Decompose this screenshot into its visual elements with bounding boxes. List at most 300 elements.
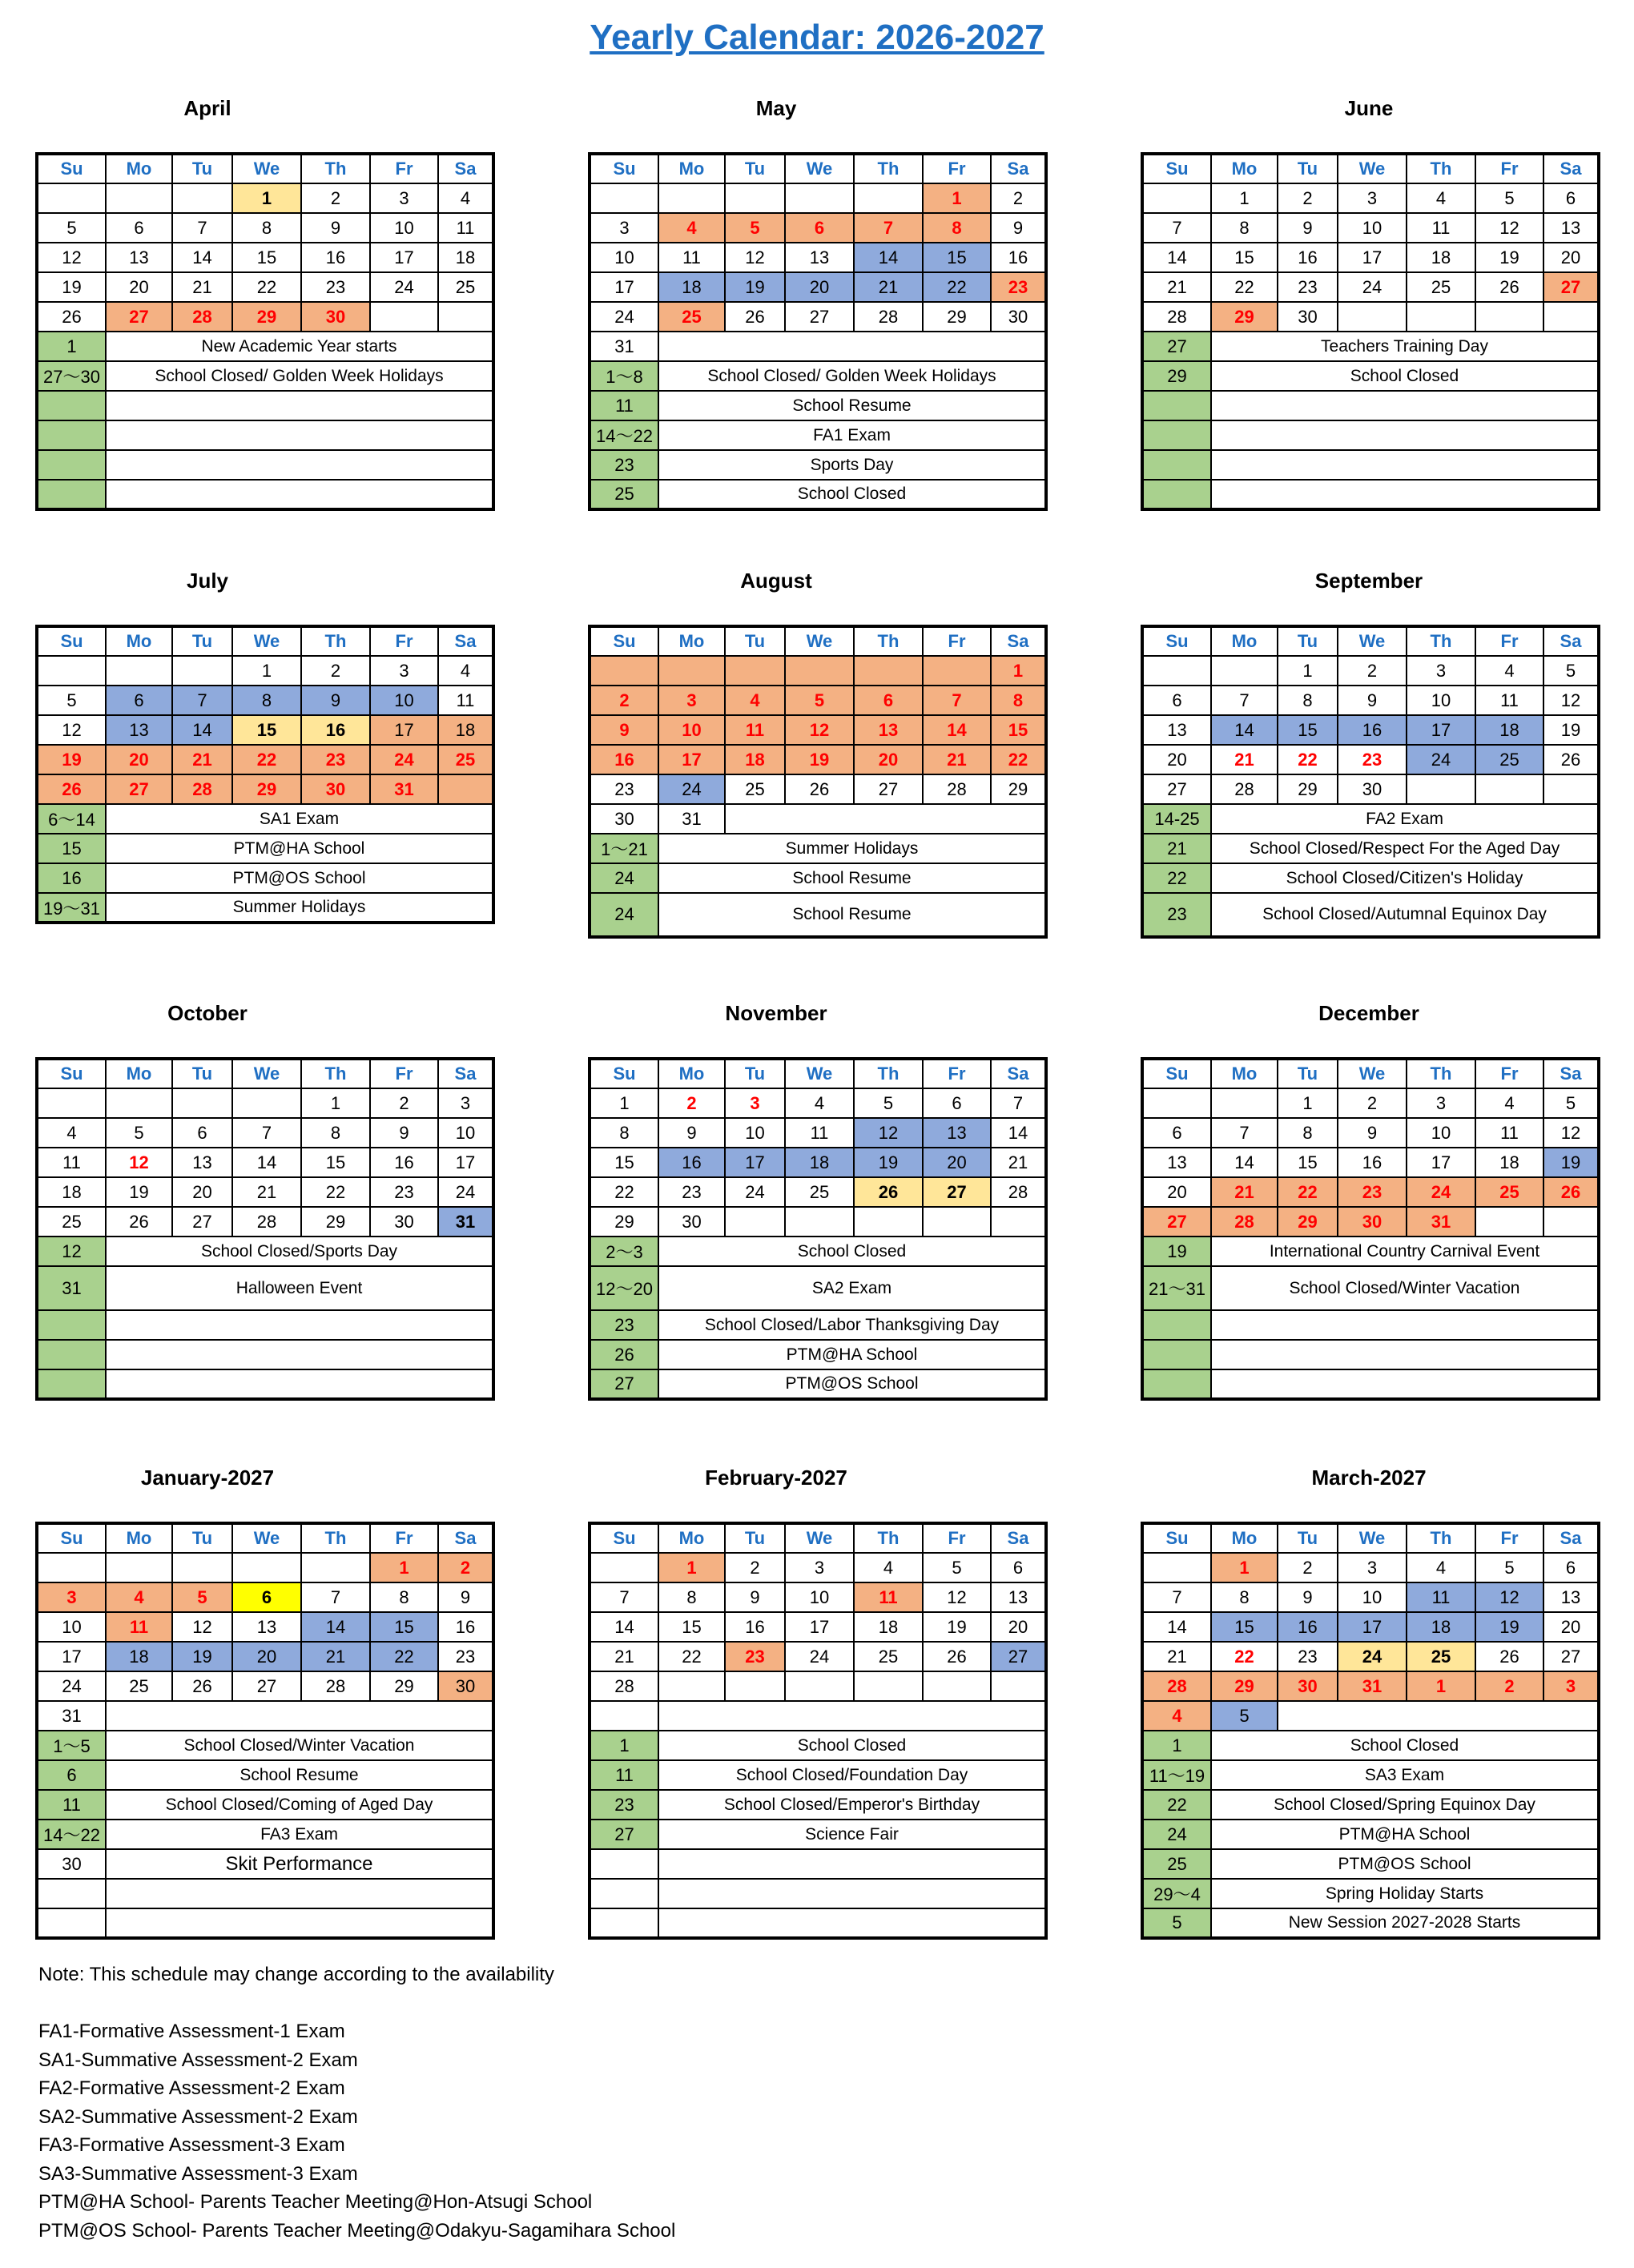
day-cell: 9 (301, 213, 370, 243)
weekday-header: Fr (923, 1523, 991, 1553)
day-cell: 5 (172, 1582, 232, 1612)
weekday-header: We (1338, 1523, 1407, 1553)
day-cell: 14 (590, 1612, 658, 1642)
event-date: 29 (1142, 361, 1211, 391)
note-line: SA3-Summative Assessment-3 Exam (38, 2162, 358, 2185)
day-cell: 23 (1338, 1177, 1407, 1207)
day-cell: 13 (923, 1118, 991, 1148)
day-cell (854, 183, 923, 213)
day-cell: 29 (923, 302, 991, 332)
day-cell: 19 (1543, 1148, 1599, 1177)
event-date: 31 (590, 332, 658, 361)
week-row (1142, 1671, 1599, 1701)
day-cell: 23 (301, 745, 370, 774)
week-row (37, 656, 493, 686)
weekday-header: Mo (1211, 1059, 1278, 1088)
event-row (590, 1237, 1046, 1266)
day-cell: 18 (438, 715, 493, 745)
week-row (37, 745, 493, 774)
event-row (590, 332, 1046, 361)
weekday-header: We (785, 1523, 854, 1553)
week-row (1142, 1612, 1599, 1642)
event-text: School Closed/Emperor's Birthday (658, 1790, 1046, 1820)
day-cell: 1 (370, 1553, 438, 1582)
week-row (37, 686, 493, 715)
day-cell: 15 (1211, 243, 1278, 272)
week-row (37, 302, 493, 332)
weekday-header: Th (301, 1523, 370, 1553)
event-row (1142, 1701, 1599, 1731)
day-cell: 1 (991, 656, 1046, 686)
day-cell: 28 (172, 302, 232, 332)
day-cell: 28 (172, 774, 232, 804)
day-cell: 11 (1475, 1118, 1543, 1148)
event-text (106, 1908, 493, 1938)
event-row (1142, 1340, 1599, 1369)
day-cell: 21 (1142, 272, 1211, 302)
day-cell: 25 (1475, 1177, 1543, 1207)
event-date: 1〜5 (37, 1731, 106, 1760)
weekday-header: We (785, 154, 854, 183)
event-date (37, 480, 106, 509)
event-date: 23 (1142, 893, 1211, 937)
day-cell: 29 (590, 1207, 658, 1237)
day-cell (785, 1207, 854, 1237)
day-cell: 16 (658, 1148, 725, 1177)
week-row (590, 686, 1046, 715)
day-cell (1475, 302, 1543, 332)
event-row (1142, 893, 1599, 937)
event-date: 5 (1142, 1908, 1211, 1938)
weekday-header: Fr (370, 626, 438, 656)
weekday-header: Mo (1211, 154, 1278, 183)
day-cell: 2 (725, 1553, 785, 1582)
day-cell: 31 (1407, 1207, 1475, 1237)
day-cell: 24 (1338, 1642, 1407, 1671)
event-row (1142, 1369, 1599, 1399)
day-cell (1543, 774, 1599, 804)
day-cell: 6 (923, 1088, 991, 1118)
day-cell: 9 (1278, 1582, 1338, 1612)
notes (38, 1960, 675, 2245)
weekday-header: Mo (106, 1059, 172, 1088)
empty-cell (725, 804, 1046, 834)
event-row (590, 1731, 1046, 1760)
event-row (590, 1266, 1046, 1310)
week-row (590, 1148, 1046, 1177)
event-row (37, 420, 493, 450)
month-name: June (1344, 96, 1394, 120)
weekday-header: Su (37, 1523, 106, 1553)
note-line (38, 1989, 675, 2018)
day-cell: 5 (725, 213, 785, 243)
day-cell: 4 (1407, 1553, 1475, 1582)
week-row (1142, 656, 1599, 686)
event-date: 14-25 (1142, 804, 1211, 834)
event-text (106, 420, 493, 450)
day-cell (301, 1553, 370, 1582)
day-cell: 1 (301, 1088, 370, 1118)
day-cell (37, 656, 106, 686)
day-cell: 24 (37, 1671, 106, 1701)
day-cell: 6 (785, 213, 854, 243)
day-cell: 22 (590, 1177, 658, 1207)
day-cell: 22 (1278, 1177, 1338, 1207)
day-cell: 3 (37, 1582, 106, 1612)
day-cell: 1 (923, 183, 991, 213)
day-cell: 22 (301, 1177, 370, 1207)
day-cell: 15 (370, 1612, 438, 1642)
weekday-header: Tu (1278, 1059, 1338, 1088)
day-cell: 4 (438, 183, 493, 213)
event-row (37, 361, 493, 391)
day-cell: 30 (1278, 1671, 1338, 1701)
day-cell (590, 1553, 658, 1582)
event-text: School Resume (658, 391, 1046, 420)
day-cell: 30 (991, 302, 1046, 332)
day-cell: 18 (106, 1642, 172, 1671)
day-cell: 24 (1407, 745, 1475, 774)
month-name: January-2027 (140, 1466, 275, 1490)
event-text (1211, 1340, 1599, 1369)
day-cell: 19 (106, 1177, 172, 1207)
day-cell: 24 (370, 272, 438, 302)
event-text: School Closed/Sports Day (106, 1237, 493, 1266)
event-row (37, 834, 493, 863)
weekday-header: Sa (438, 1523, 493, 1553)
weekday-header: Th (854, 626, 923, 656)
note-line: PTM@HA School- Parents Teacher Meeting@Hon-Atsugi School (38, 2191, 593, 2213)
day-cell: 21 (1211, 1177, 1278, 1207)
day-cell: 22 (1211, 272, 1278, 302)
week-row (590, 656, 1046, 686)
event-row (37, 480, 493, 509)
day-cell: 14 (1142, 1612, 1211, 1642)
day-cell: 30 (1338, 1207, 1407, 1237)
month-name: October (167, 1001, 248, 1025)
event-date: 12 (37, 1237, 106, 1266)
page-title: Yearly Calendar: 2026-2027 (590, 18, 1044, 57)
day-cell: 28 (590, 1671, 658, 1701)
day-cell: 29 (1211, 1671, 1278, 1701)
day-cell: 14 (172, 715, 232, 745)
day-cell (1211, 1088, 1278, 1118)
day-cell: 24 (725, 1177, 785, 1207)
week-row (590, 774, 1046, 804)
day-cell: 12 (37, 243, 106, 272)
day-cell (1338, 302, 1407, 332)
note-line: Note: This schedule may change according to the availability (38, 1964, 554, 1985)
day-cell: 20 (106, 745, 172, 774)
week-row (590, 1207, 1046, 1237)
event-date: 24 (590, 863, 658, 893)
day-cell: 14 (1211, 715, 1278, 745)
calendar-table (1141, 152, 1600, 511)
day-cell: 21 (854, 272, 923, 302)
weekday-header: Fr (1475, 154, 1543, 183)
event-row (590, 804, 1046, 834)
day-cell: 19 (37, 745, 106, 774)
event-row (590, 1908, 1046, 1938)
event-text: School Closed/Spring Equinox Day (1211, 1790, 1599, 1820)
day-cell: 27 (106, 302, 172, 332)
event-text: School Closed (1211, 361, 1599, 391)
weekday-header: Th (301, 626, 370, 656)
day-cell (1407, 774, 1475, 804)
day-cell: 3 (658, 686, 725, 715)
event-date: 2〜3 (590, 1237, 658, 1266)
day-cell: 8 (1278, 686, 1338, 715)
day-cell: 7 (1211, 686, 1278, 715)
weekday-header: Tu (172, 154, 232, 183)
weekday-header: We (785, 626, 854, 656)
day-cell: 11 (37, 1148, 106, 1177)
day-cell: 3 (370, 183, 438, 213)
weekday-header: Mo (658, 1523, 725, 1553)
day-cell: 7 (923, 686, 991, 715)
day-cell (37, 1553, 106, 1582)
day-cell: 11 (1407, 1582, 1475, 1612)
weekday-header: Fr (923, 154, 991, 183)
event-text: Skit Performance (106, 1849, 493, 1879)
day-cell: 12 (1475, 1582, 1543, 1612)
day-cell: 9 (991, 213, 1046, 243)
day-cell: 2 (1338, 656, 1407, 686)
event-date: 23 (590, 1310, 658, 1340)
day-cell: 31 (658, 804, 725, 834)
day-cell: 26 (923, 1642, 991, 1671)
day-cell: 10 (725, 1118, 785, 1148)
event-date (590, 1849, 658, 1879)
weekday-header: Mo (1211, 626, 1278, 656)
event-row (37, 863, 493, 893)
event-text: PTM@OS School (106, 863, 493, 893)
week-row (37, 1118, 493, 1148)
day-cell: 8 (1211, 1582, 1278, 1612)
event-date: 16 (37, 863, 106, 893)
day-cell: 25 (1407, 1642, 1475, 1671)
weekday-header: Mo (658, 626, 725, 656)
weekday-header: Sa (991, 1523, 1046, 1553)
day-cell: 26 (37, 302, 106, 332)
day-cell: 28 (923, 774, 991, 804)
week-row (37, 1177, 493, 1207)
day-cell: 24 (590, 302, 658, 332)
week-row (590, 1582, 1046, 1612)
week-row (1142, 213, 1599, 243)
day-cell: 2 (1278, 183, 1338, 213)
weekday-header: Tu (172, 626, 232, 656)
event-text: School Closed (658, 480, 1046, 509)
event-row (37, 391, 493, 420)
day-cell (785, 656, 854, 686)
event-text (658, 332, 1046, 361)
day-cell (1142, 183, 1211, 213)
day-cell: 25 (1407, 272, 1475, 302)
day-cell (1142, 656, 1211, 686)
day-cell (1142, 1088, 1211, 1118)
day-cell: 3 (725, 1088, 785, 1118)
event-row (1142, 1266, 1599, 1310)
day-cell: 13 (1543, 1582, 1599, 1612)
day-cell (658, 656, 725, 686)
day-cell: 4 (1142, 1701, 1211, 1731)
day-cell: 3 (370, 656, 438, 686)
event-text: School Resume (106, 1760, 493, 1790)
day-cell: 17 (725, 1148, 785, 1177)
day-cell: 6 (1142, 686, 1211, 715)
day-cell (1475, 1207, 1543, 1237)
event-date (1142, 480, 1211, 509)
weekday-header: Tu (725, 154, 785, 183)
event-row (1142, 420, 1599, 450)
day-cell: 10 (1338, 213, 1407, 243)
day-cell: 26 (725, 302, 785, 332)
event-text: School Closed/Respect For the Aged Day (1211, 834, 1599, 863)
event-row (1142, 1731, 1599, 1760)
weekday-header: Tu (725, 1523, 785, 1553)
day-cell: 24 (1407, 1177, 1475, 1207)
day-cell: 2 (438, 1553, 493, 1582)
event-date: 27 (1142, 332, 1211, 361)
day-cell (590, 656, 658, 686)
day-cell: 12 (785, 715, 854, 745)
day-cell: 20 (785, 272, 854, 302)
day-cell: 3 (1338, 183, 1407, 213)
day-cell: 11 (106, 1612, 172, 1642)
note-line: FA1-Formative Assessment-1 Exam (38, 2021, 345, 2042)
day-cell: 19 (37, 272, 106, 302)
weekday-header: Th (301, 1059, 370, 1088)
day-cell: 14 (923, 715, 991, 745)
day-cell: 25 (438, 272, 493, 302)
event-row (1142, 361, 1599, 391)
note-line: SA2-Summative Assessment-2 Exam (38, 2105, 358, 2128)
week-row (590, 183, 1046, 213)
month-name: April (183, 96, 231, 120)
day-cell: 1 (1407, 1671, 1475, 1701)
weekday-header: Fr (1475, 626, 1543, 656)
day-cell (785, 183, 854, 213)
calendar-table (35, 152, 495, 511)
day-cell: 26 (172, 1671, 232, 1701)
weekday-header: Sa (1543, 154, 1599, 183)
event-text: School Resume (658, 893, 1046, 937)
week-row (37, 1582, 493, 1612)
weekday-header: Su (1142, 154, 1211, 183)
event-row (37, 1369, 493, 1399)
weekday-header: Su (37, 1059, 106, 1088)
day-cell: 17 (1338, 1612, 1407, 1642)
day-cell (438, 774, 493, 804)
day-cell: 2 (1278, 1553, 1338, 1582)
day-cell: 19 (854, 1148, 923, 1177)
day-cell: 13 (106, 243, 172, 272)
weekday-header: Th (301, 154, 370, 183)
event-text: School Closed (1211, 1731, 1599, 1760)
day-cell (785, 1671, 854, 1701)
day-cell: 18 (37, 1177, 106, 1207)
day-cell: 8 (1211, 213, 1278, 243)
week-row (1142, 1177, 1599, 1207)
day-cell (1407, 302, 1475, 332)
day-cell: 18 (785, 1148, 854, 1177)
week-row (1142, 686, 1599, 715)
day-cell: 2 (590, 686, 658, 715)
day-cell: 14 (232, 1148, 301, 1177)
week-row (1142, 774, 1599, 804)
day-cell: 29 (370, 1671, 438, 1701)
weekday-header: Th (1407, 1523, 1475, 1553)
weekday-header: Su (1142, 1523, 1211, 1553)
day-cell (991, 1207, 1046, 1237)
week-row (590, 272, 1046, 302)
day-cell: 5 (1475, 183, 1543, 213)
day-cell: 20 (1543, 243, 1599, 272)
event-row (1142, 332, 1599, 361)
day-cell: 26 (1543, 1177, 1599, 1207)
day-cell: 1 (1278, 656, 1338, 686)
day-cell: 8 (923, 213, 991, 243)
day-cell (725, 183, 785, 213)
note-line: PTM@OS School- Parents Teacher Meeting@Odakyu-Sagamihara School (38, 2219, 676, 2242)
day-cell: 19 (1543, 715, 1599, 745)
day-cell: 7 (172, 213, 232, 243)
event-row (590, 391, 1046, 420)
day-cell: 16 (438, 1612, 493, 1642)
day-cell: 21 (172, 745, 232, 774)
week-row (1142, 1553, 1599, 1582)
day-cell (854, 1207, 923, 1237)
weekday-header: Tu (725, 1059, 785, 1088)
event-date: 21〜31 (1142, 1266, 1211, 1310)
week-row (37, 183, 493, 213)
day-cell: 11 (438, 213, 493, 243)
event-date: 1 (590, 1731, 658, 1760)
event-text (106, 391, 493, 420)
day-cell: 25 (785, 1177, 854, 1207)
week-row (590, 1612, 1046, 1642)
event-date: 6 (37, 1760, 106, 1790)
day-cell: 2 (370, 1088, 438, 1118)
event-text: Spring Holiday Starts (1211, 1879, 1599, 1908)
day-cell (590, 183, 658, 213)
day-cell: 28 (1142, 302, 1211, 332)
day-cell: 15 (1278, 1148, 1338, 1177)
day-cell: 17 (37, 1642, 106, 1671)
event-text: New Academic Year starts (106, 332, 493, 361)
weekday-header: Sa (991, 1059, 1046, 1088)
event-text: School Closed/Citizen's Holiday (1211, 863, 1599, 893)
day-cell: 3 (1407, 656, 1475, 686)
week-row (590, 1177, 1046, 1207)
day-cell: 6 (232, 1582, 301, 1612)
event-date: 1 (37, 332, 106, 361)
day-cell: 28 (1211, 1207, 1278, 1237)
event-row (37, 1340, 493, 1369)
event-date: 22 (1142, 1790, 1211, 1820)
day-cell: 12 (1475, 213, 1543, 243)
weekday-header: Fr (1475, 1059, 1543, 1088)
day-cell: 1 (232, 183, 301, 213)
day-cell: 16 (590, 745, 658, 774)
day-cell: 13 (172, 1148, 232, 1177)
day-cell: 19 (1475, 1612, 1543, 1642)
calendar-table (588, 1522, 1048, 1940)
event-row (1142, 1237, 1599, 1266)
day-cell: 11 (1407, 213, 1475, 243)
day-cell: 9 (438, 1582, 493, 1612)
